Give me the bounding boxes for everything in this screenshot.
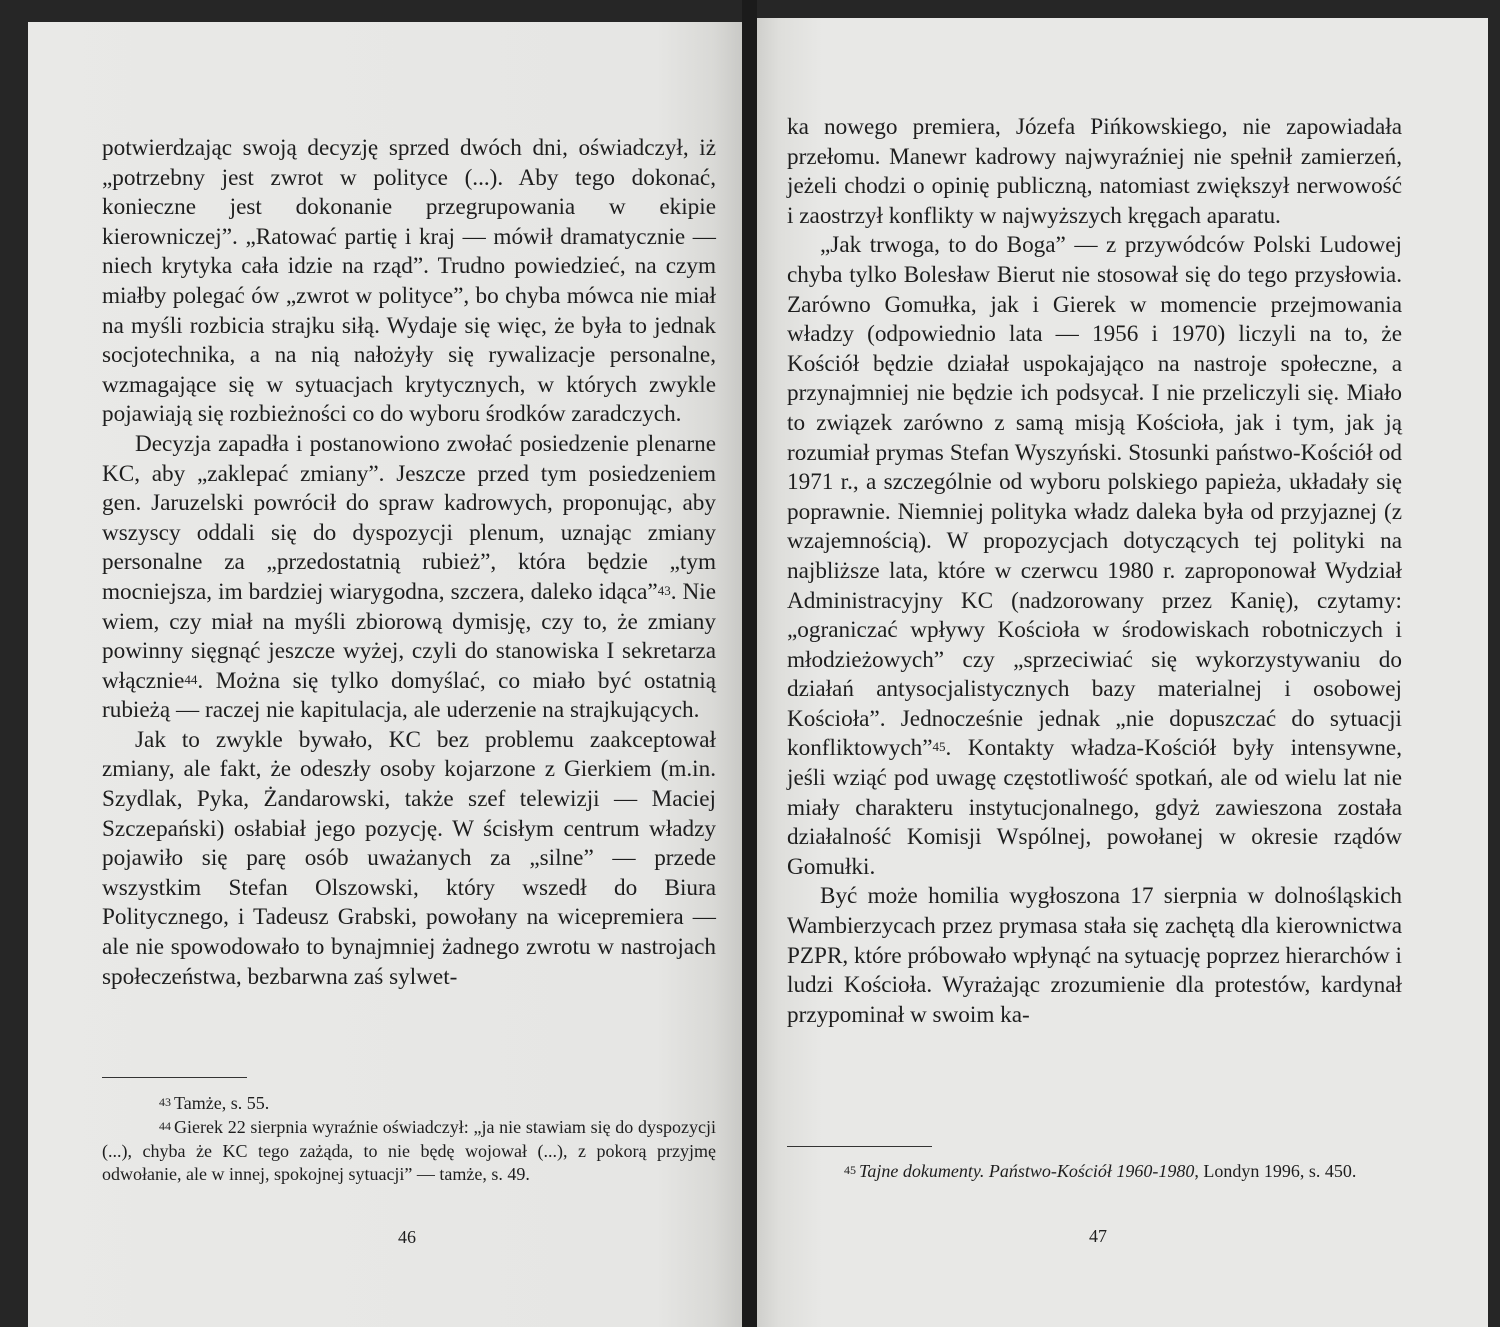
footnote-reference[interactable]: 45 <box>932 739 946 755</box>
footnote-text: , Londyn 1996, s. 450. <box>1194 1161 1357 1181</box>
paragraph-text: . Nie wiem, czy miał na myśli zbiorową dymisję, czy to, że zmiany powinny sięgnąć jeszcze wyżej, czyli do stanowiska I sekretarza włącznie <box>102 578 716 694</box>
page-number: 47 <box>1089 1226 1107 1246</box>
footnote-text: Tamże, s. 55. <box>174 1093 270 1113</box>
footnote-divider <box>102 1077 247 1078</box>
footnote <box>102 1092 716 1116</box>
paragraph-text: . Kontakty władza-Kościół były intensywne, jeśli wziąć pod uwagę częstotliwość spotkań, ale od wielu lat nie miały charakteru instytucjonalnego, gdyż zawieszona została działalność Komisji Wspólnej, powołanej w okresie rządów Gomułki. <box>787 735 1402 880</box>
paragraph: ka nowego premiera, Józefa Pińkowskiego, nie zapowiadała przełomu. Manewr kadrowy najwyraźniej nie spełnił zamierzeń, jeżeli chodzi o opinię publiczną, natomiast zwiększył nerwowość i zaostrzył konflikty w najwyższych kręgach aparatu. <box>787 114 1402 229</box>
footnote <box>787 1160 1402 1184</box>
footnote-number: 45 <box>844 1163 856 1177</box>
right-text-column <box>787 113 1402 1030</box>
page-number: 46 <box>398 1227 416 1247</box>
left-text-column <box>102 134 716 992</box>
footnote <box>102 1116 716 1187</box>
paragraph: potwierdzając swoją decyzję sprzed dwóch dni, oświadczył, iż „potrzebny jest zwrot w polityce (...). Aby tego dokonać, konieczne jest dokonanie przegrupowania w ekipie kierowniczej”. „Ratować partię i kraj — mówił dramatycznie — niech krytyka cała idzie na rząd”. Trudno powiedzieć, na czym miałby polegać ów „zwrot w polityce”, bo chyba mówca nie miał na myśli rozbicia strajku siłą. Wydaje się więc, że była to jednak socjotechnika, a na nią nałożyły się rywalizacje personalne, wzmagające się w sytuacjach krytycznych, w których zwykle pojawiają się rozbieżności co do wyboru środków zaradczych. <box>102 135 716 428</box>
footnote-text: Gierek 22 sierpnia wyraźnie oświadczył: „ja nie stawiam się do dyspozycji (...), chyba że KC tego zażąda, to nie będę wojował (...), z pokorą przyjmę odwołanie, ale w innej, spokojnej sytuacji” — tamże, s. 49. <box>102 1117 716 1184</box>
footnote-title: Tajne dokumenty. Państwo-Kościół 1960-1980 <box>859 1161 1195 1181</box>
paragraph-text: . Można się tylko domyślać, co miało być ostatnią rubieżą — raczej nie kapitulacja, ale uderzenie na strajkujących. <box>102 667 716 724</box>
footnote-reference[interactable]: 43 <box>657 582 671 598</box>
paragraph <box>102 430 716 726</box>
footnote-divider <box>787 1146 932 1147</box>
right-page <box>757 18 1488 1327</box>
book-gutter <box>742 0 757 1327</box>
paragraph: Być może homilia wygłoszona 17 sierpnia w dolnośląskich Wambierzycach przez prymasa stała się zachętą dla kierownictwa PZPR, które próbowało wpłynąć na sytuację poprzez hierarchów i ludzi Kościoła. Wyrażając zrozumienie dla protestów, kardynał przypominał w swoim ka- <box>787 883 1402 1028</box>
footnote-number: 44 <box>159 1119 171 1133</box>
paragraph <box>787 231 1402 882</box>
left-page <box>28 22 742 1327</box>
footnote-number: 43 <box>159 1095 171 1109</box>
paragraph-text: Decyzja zapadła i postanowiono zwołać posiedzenie plenarne KC, aby „zaklepać zmiany”. Jeszcze przed tym posiedzeniem gen. Jaruzelski powrócił do spraw kadrowych, proponując, aby wszyscy oddali się do dyspozycji plenum, uznając zmiany personalne za „przedostatnią rubież”, która będzie „tym mocniejsza, im bardziej wiarygodna, szczera, daleko idąca” <box>102 430 716 605</box>
paragraph: Jak to zwykle bywało, KC bez problemu zaakceptował zmiany, ale fakt, że odeszły osoby kojarzone z Gierkiem (m.in. Szydlak, Pyka, Żandarowski, także szef telewizji — Maciej Szczepański) osłabiał jego pozycję. W ścisłym centrum władzy pojawiło się parę osób uważanych za „silne” — przede wszystkim Stefan Olszowski, który wszedł do Biura Politycznego, i Tadeusz Grabski, powołany na wicepremiera — ale nie spowodowało to bynajmniej żadnego zwrotu w nastrojach społeczeństwa, bezbarwna zaś sylwet- <box>102 726 716 990</box>
footnote-reference[interactable]: 44 <box>184 671 198 687</box>
paragraph-text: „Jak trwoga, to do Boga” — z przywódców Polski Ludowej chyba tylko Bolesław Bierut nie stosował się do tego przysłowia. Zarówno Gomułka, jak i Gierek w momencie przejmowania władzy (odpowiednio lata — 1956 i 1970) liczyli na to, że Kościół będzie działał uspokajająco na nastroje społeczne, a przynajmniej nie będzie ich podsycał. I nie przeliczyli się. Miało to związek zarówno z samą misją Kościoła, jak i tym, jak ją rozumiał prymas Stefan Wyszyński. Stosunki państwo-Kościół od 1971 r., a szczególnie od wyboru polskiego papieża, układały się poprawnie. Niemniej polityka władz daleka była od przyjaznej (z wzajemnością). W propozycjach dotyczących tej polityki na najbliższe lata, które w czerwcu 1980 r. zaproponował Wydział Administracyjny KC (nadzorowany przez Kanię), czytamy: „ograniczać wpływy Kościoła w środowiskach robotniczych i młodzieżowych” czy „sprzeciwiać się wykorzystywaniu do działań antysocjalistycznych bazy materialnej i osobowej Kościoła”. Jednocześnie jednak „nie dopuszczać do sytuacji konfliktowych” <box>787 232 1402 762</box>
